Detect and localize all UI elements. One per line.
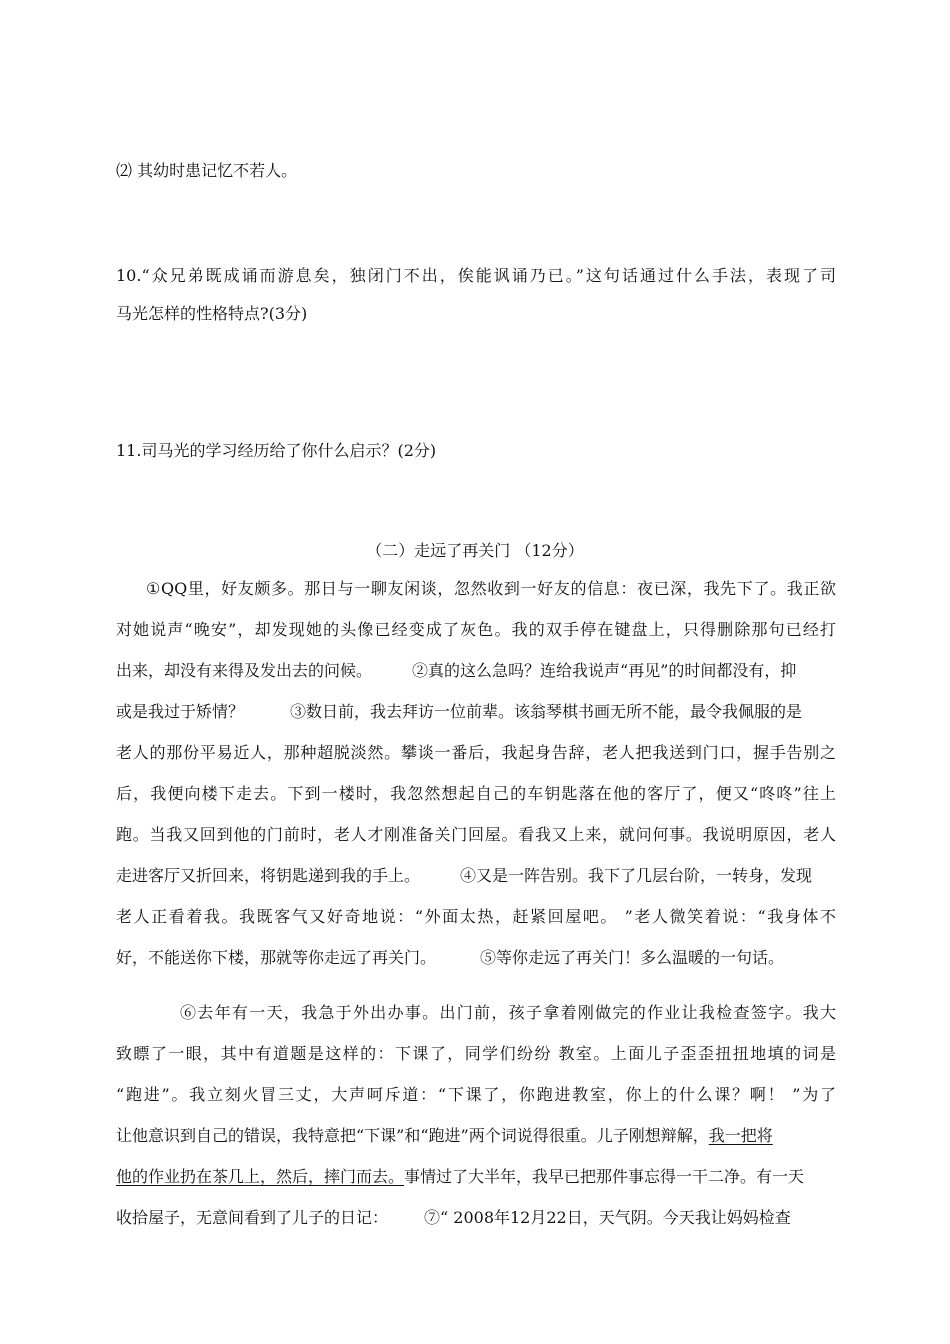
question-10-line-2: 马光怎样的性格特点?(3分) xyxy=(116,304,308,323)
passage-segment: ②真的这么急吗？连给我说声“再见”的时间都没有，抑 xyxy=(412,661,797,680)
passage-segment: 出来，却没有来得及发出去的问候。 xyxy=(116,661,373,680)
passage-line: 老人正看着我。我既客气又好奇地说：“外面太热，赶紧回屋吧。 ”老人微笑着说：“我身体不 xyxy=(116,907,836,926)
passage-line: ①QQ里，好友颇多。那日与一聊友闲谈，忽然收到一好友的信息：夜已深，我先下了。我正欲 xyxy=(146,579,836,598)
question-9-item-2: ⑵ 其幼时患记忆不若人。 xyxy=(116,161,298,180)
passage-segment: 走进客厅又折回来，将钥匙递到我的手上。 xyxy=(116,866,421,885)
passage-segment: 让他意识到自己的错误，我特意把“下课”和“跑进”两个词说得很重。儿子刚想辩解， xyxy=(116,1126,709,1145)
passage-line: ⑥去年有一天，我急于外出办事。出门前，孩子拿着刚做完的作业让我检查签字。我大 xyxy=(180,1003,836,1022)
passage-line: 致瞟了一眼，其中有道题是这样的：下课了，同学们纷纷 教室。上面儿子歪歪扭扭地填的词是 xyxy=(116,1044,836,1063)
passage-line: 对她说声“晚安”，却发现她的头像已经变成了灰色。我的双手停在键盘上，只得删除那句已经打 xyxy=(116,620,836,639)
passage-segment: 事情过了大半年，我早已把那件事忘得一干二净。有一天 xyxy=(404,1167,805,1186)
question-11: 11.司马光的学习经历给了你什么启示？(2分) xyxy=(116,441,437,460)
passage-segment: ⑦“ 2008年12月22日，天气阴。今天我让妈妈检查 xyxy=(424,1208,791,1227)
passage-line xyxy=(116,865,836,887)
passage-segment: 收拾屋子，无意间看到了儿子的日记： xyxy=(116,1208,389,1227)
passage-line xyxy=(116,1166,836,1188)
underlined-segment: 我一把将 xyxy=(708,1126,773,1145)
passage-line: 后，我便向楼下走去。下到一楼时，我忽然想起自己的车钥匙落在他的客厅了，便又“咚咚”往上 xyxy=(116,784,836,803)
passage-segment: ④又是一阵告别。我下了几层台阶，一转身，发现 xyxy=(460,866,813,885)
passage-segment: 好，不能送你下楼，那就等你走远了再关门。 xyxy=(116,948,437,967)
passage-line: “跑进”。我立刻火冒三丈，大声呵斥道：“下课了，你跑进教室，你上的什么课？啊！ ”为了 xyxy=(116,1085,836,1104)
passage-line xyxy=(116,1125,836,1147)
passage-segment: ③数日前，我去拜访一位前辈。该翁琴棋书画无所不能，最令我佩服的是 xyxy=(290,702,803,721)
passage-line xyxy=(116,701,836,723)
passage-segment: ⑤等你走远了再关门！多么温暖的一句话。 xyxy=(480,948,785,967)
passage-line xyxy=(116,947,836,969)
passage-line xyxy=(116,660,836,682)
section-title: （二）走远了再关门 （12分） xyxy=(366,541,584,560)
underlined-segment: 他的作业扔在茶几上，然后，摔门而去。 xyxy=(116,1167,405,1186)
passage-line: 老人的那份平易近人，那种超脱淡然。攀谈一番后，我起身告辞，老人把我送到门口，握手告别之 xyxy=(116,743,836,762)
passage-line xyxy=(116,1207,836,1229)
passage-line: 跑。当我又回到他的门前时，老人才刚准备关门回屋。看我又上来，就问何事。我说明原因，老人 xyxy=(116,825,836,844)
question-10-line-1: 10.“众兄弟既成诵而游息矣，独闭门不出，俟能讽诵乃已。”这句话通过什么手法，表现了司 xyxy=(116,266,836,285)
passage-segment: 或是我过于矫情？ xyxy=(116,702,245,721)
